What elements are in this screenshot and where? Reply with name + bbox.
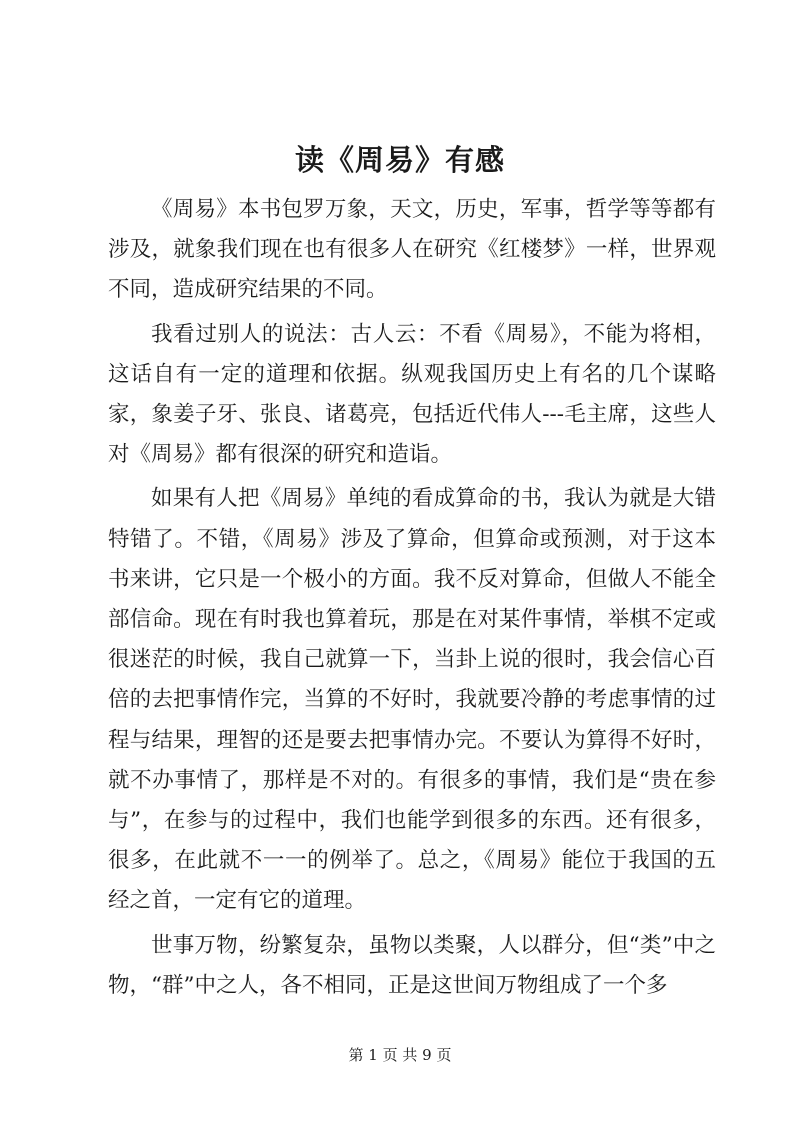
document-body xyxy=(108,190,716,1010)
paragraph-4: 世事万物，纷繁复杂，虽物以类聚，人以群分，但“类”中之物，“群”中之人，各不相同，正是这世间万物组成了一个多 xyxy=(108,932,716,998)
document-title: 读《周易》有感 xyxy=(294,143,505,177)
paragraph-3: 如果有人把《周易》单纯的看成算命的书，我认为就是大错特错了。不错，《周易》涉及了算命，但算命或预测，对于这本书来讲，它只是一个极小的方面。我不反对算命，但做人不能全部信命。现在有时我也算着玩，那是在对某件事情，举棋不定或很迷茫的时候，我自己就算一下，当卦上说的很时，我会信心百倍的去把事情作完，当算的不好时，我就要冷静的考虑事情的过程与结果，理智的还是要去把事情办完。不要认为算得不好时，就不办事情了，那样是不对的。有很多的事情，我们是“贵在参与”，在参与的过程中，我们也能学到很多的东西。还有很多，很多，在此就不一一的例举了。总之，《周易》能位于我国的五经之首，一定有它的道理。 xyxy=(108,486,716,914)
paragraph-1: 《周易》本书包罗万象，天文，历史，军事，哲学等等都有涉及，就象我们现在也有很多人在研究《红楼梦》一样，世界观不同，造成研究结果的不同。 xyxy=(108,197,716,303)
paragraph-2: 我看过别人的说法：古人云：不看《周易》，不能为将相，这话自有一定的道理和依据。纵观我国历史上有名的几个谋略家，象姜子牙、张良、诸葛亮，包括近代伟人---毛主席，这些人对《周易》都有很深的研究和造诣。 xyxy=(108,321,716,468)
page-footer: 第 1 页 共 9 页 xyxy=(348,1046,452,1064)
